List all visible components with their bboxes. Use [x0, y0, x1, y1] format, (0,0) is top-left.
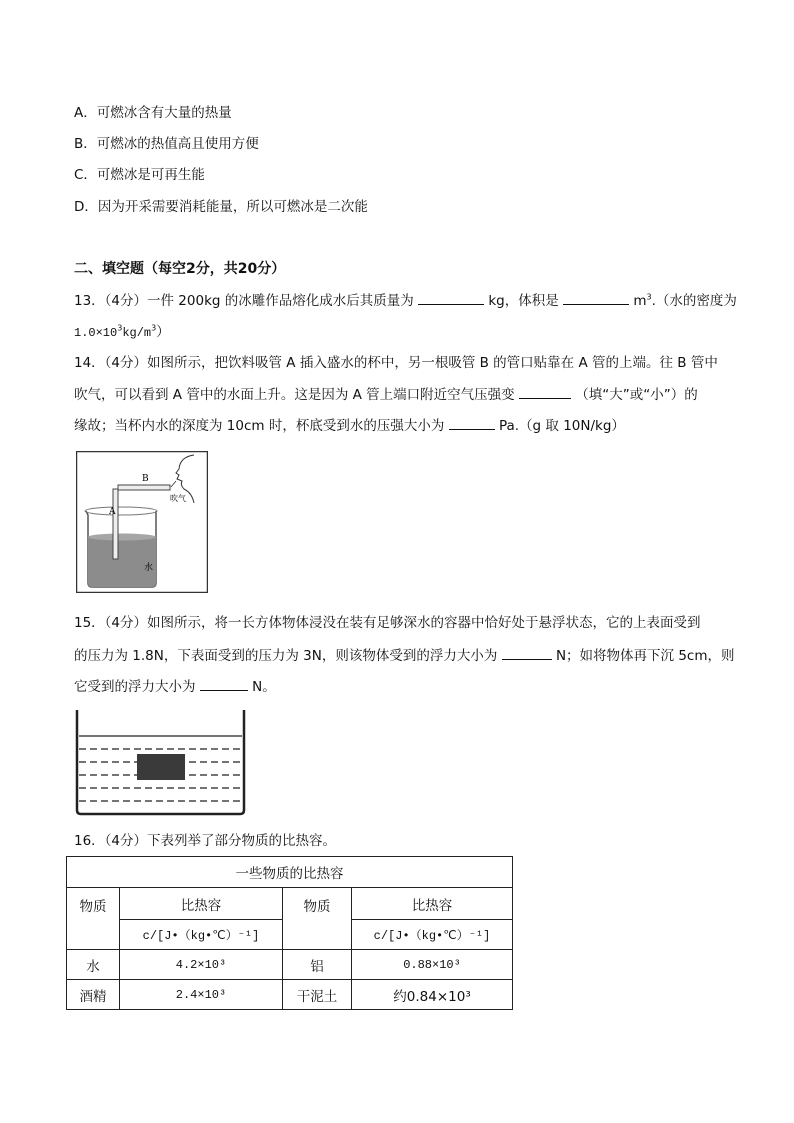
- q15-line2: [74, 645, 735, 666]
- q14-line2: [74, 384, 698, 405]
- choice-d: D．因为开采需要消耗能量，所以可燃冰是二次能: [74, 199, 368, 215]
- choice-c: C．可燃冰是可再生能: [74, 167, 205, 183]
- col-substance-1: 物质: [67, 888, 120, 950]
- q13-line1: [74, 290, 737, 311]
- q13-blank-mass[interactable]: [418, 290, 484, 305]
- col-heat-2: 比热容: [352, 888, 513, 920]
- q15-text-c: 它受到的浮力大小为: [74, 679, 196, 695]
- q13-density-c: kg/m: [122, 326, 152, 340]
- choice-b: B．可燃冰的热值高且使用方便: [74, 136, 259, 152]
- q14-figure: [76, 451, 208, 593]
- row2-value1: 2.4×10³: [120, 980, 283, 1010]
- col-heat-1: 比热容: [120, 888, 283, 920]
- table-title: 一些物质的比热容: [67, 857, 513, 888]
- specific-heat-table: [66, 856, 513, 1010]
- table-row: [67, 950, 513, 980]
- label-a: A: [109, 507, 116, 517]
- q14-text-a: 吹气，可以看到 A 管中的水面上升。这是因为 A 管上端口附近空气压强变: [74, 387, 515, 403]
- choice-a: A．可燃冰含有大量的热量: [74, 105, 232, 121]
- q14-line3: [74, 415, 625, 436]
- q15-line3: [74, 676, 276, 697]
- q13-text-e: .（水的密度为: [651, 293, 737, 309]
- q15-blank-buoyancy[interactable]: [502, 645, 552, 660]
- q14-line1: 14．（4分）如图所示，把饮料吸管 A 插入盛水的杯中，另一根吸管 B 的管口贴靠在 A 管的上端。往 B 管中: [74, 355, 718, 371]
- unit-1: c/[J•（kg•℃）⁻¹]: [120, 920, 283, 950]
- unit-2: c/[J•（kg•℃）⁻¹]: [352, 920, 513, 950]
- col-substance-2: 物质: [283, 888, 352, 950]
- row2-value2: 约0.84×10³: [352, 980, 513, 1010]
- q15-text-d: N。: [252, 679, 276, 695]
- label-water: 水: [144, 563, 154, 573]
- row2-substance1: 酒精: [67, 980, 120, 1010]
- q13-density-e: ）: [156, 324, 170, 340]
- q14-blank-pressure[interactable]: [519, 384, 571, 399]
- row1-substance2: 铝: [283, 950, 352, 980]
- q14-text-d: Pa.（g 取 10N/kg）: [498, 418, 625, 434]
- q13-sup3: 3: [151, 323, 157, 333]
- label-b: B: [142, 474, 149, 484]
- q15-text-a: 的压力为 1.8N，下表面受到的压力为 3N，则该物体受到的浮力大小为: [74, 648, 498, 664]
- row1-value1: 4.2×10³: [120, 950, 283, 980]
- row2-substance2: 干泥土: [283, 980, 352, 1010]
- q13-sup1: 3: [646, 292, 652, 302]
- q14-text-b: （填“大”或“小”）的: [575, 387, 698, 403]
- table-row: [67, 980, 513, 1010]
- q15-line1: 15．（4分）如图所示，将一长方体物体浸没在装有足够深水的容器中恰好处于悬浮状态，它的上表面受到: [74, 615, 701, 631]
- q15-blank-buoyancy2[interactable]: [200, 676, 248, 691]
- q13-blank-volume[interactable]: [563, 290, 629, 305]
- section-heading: 二、填空题（每空2分，共20分）: [74, 261, 286, 277]
- q13-text-a: 13．（4分）一件 200kg 的冰雕作品熔化成水后其质量为: [74, 293, 414, 309]
- straw-a: [113, 489, 118, 559]
- submerged-block: [137, 754, 185, 780]
- row1-substance1: 水: [67, 950, 120, 980]
- q13-text-b: kg，体积是: [488, 293, 559, 309]
- q15-text-b: N；如将物体再下沉 5cm，则: [555, 648, 735, 664]
- water-fill: [88, 537, 156, 587]
- q13-line2: [74, 322, 170, 343]
- q14-text-c: 缘故；当杯内水的深度为 10cm 时，杯底受到水的压强大小为: [74, 418, 445, 434]
- label-blow: 吹气: [170, 494, 186, 503]
- q14-blank-pa[interactable]: [449, 415, 495, 430]
- straw-b: [118, 485, 170, 490]
- q13-density-a: 1.0×10: [74, 326, 118, 340]
- row1-value2: 0.88×10³: [352, 950, 513, 980]
- q16-line1: 16．（4分）下表列举了部分物质的比热容。: [74, 833, 337, 849]
- q13-text-c: m: [633, 293, 647, 309]
- q15-figure: [74, 710, 246, 816]
- q13-sup2: 3: [117, 323, 123, 333]
